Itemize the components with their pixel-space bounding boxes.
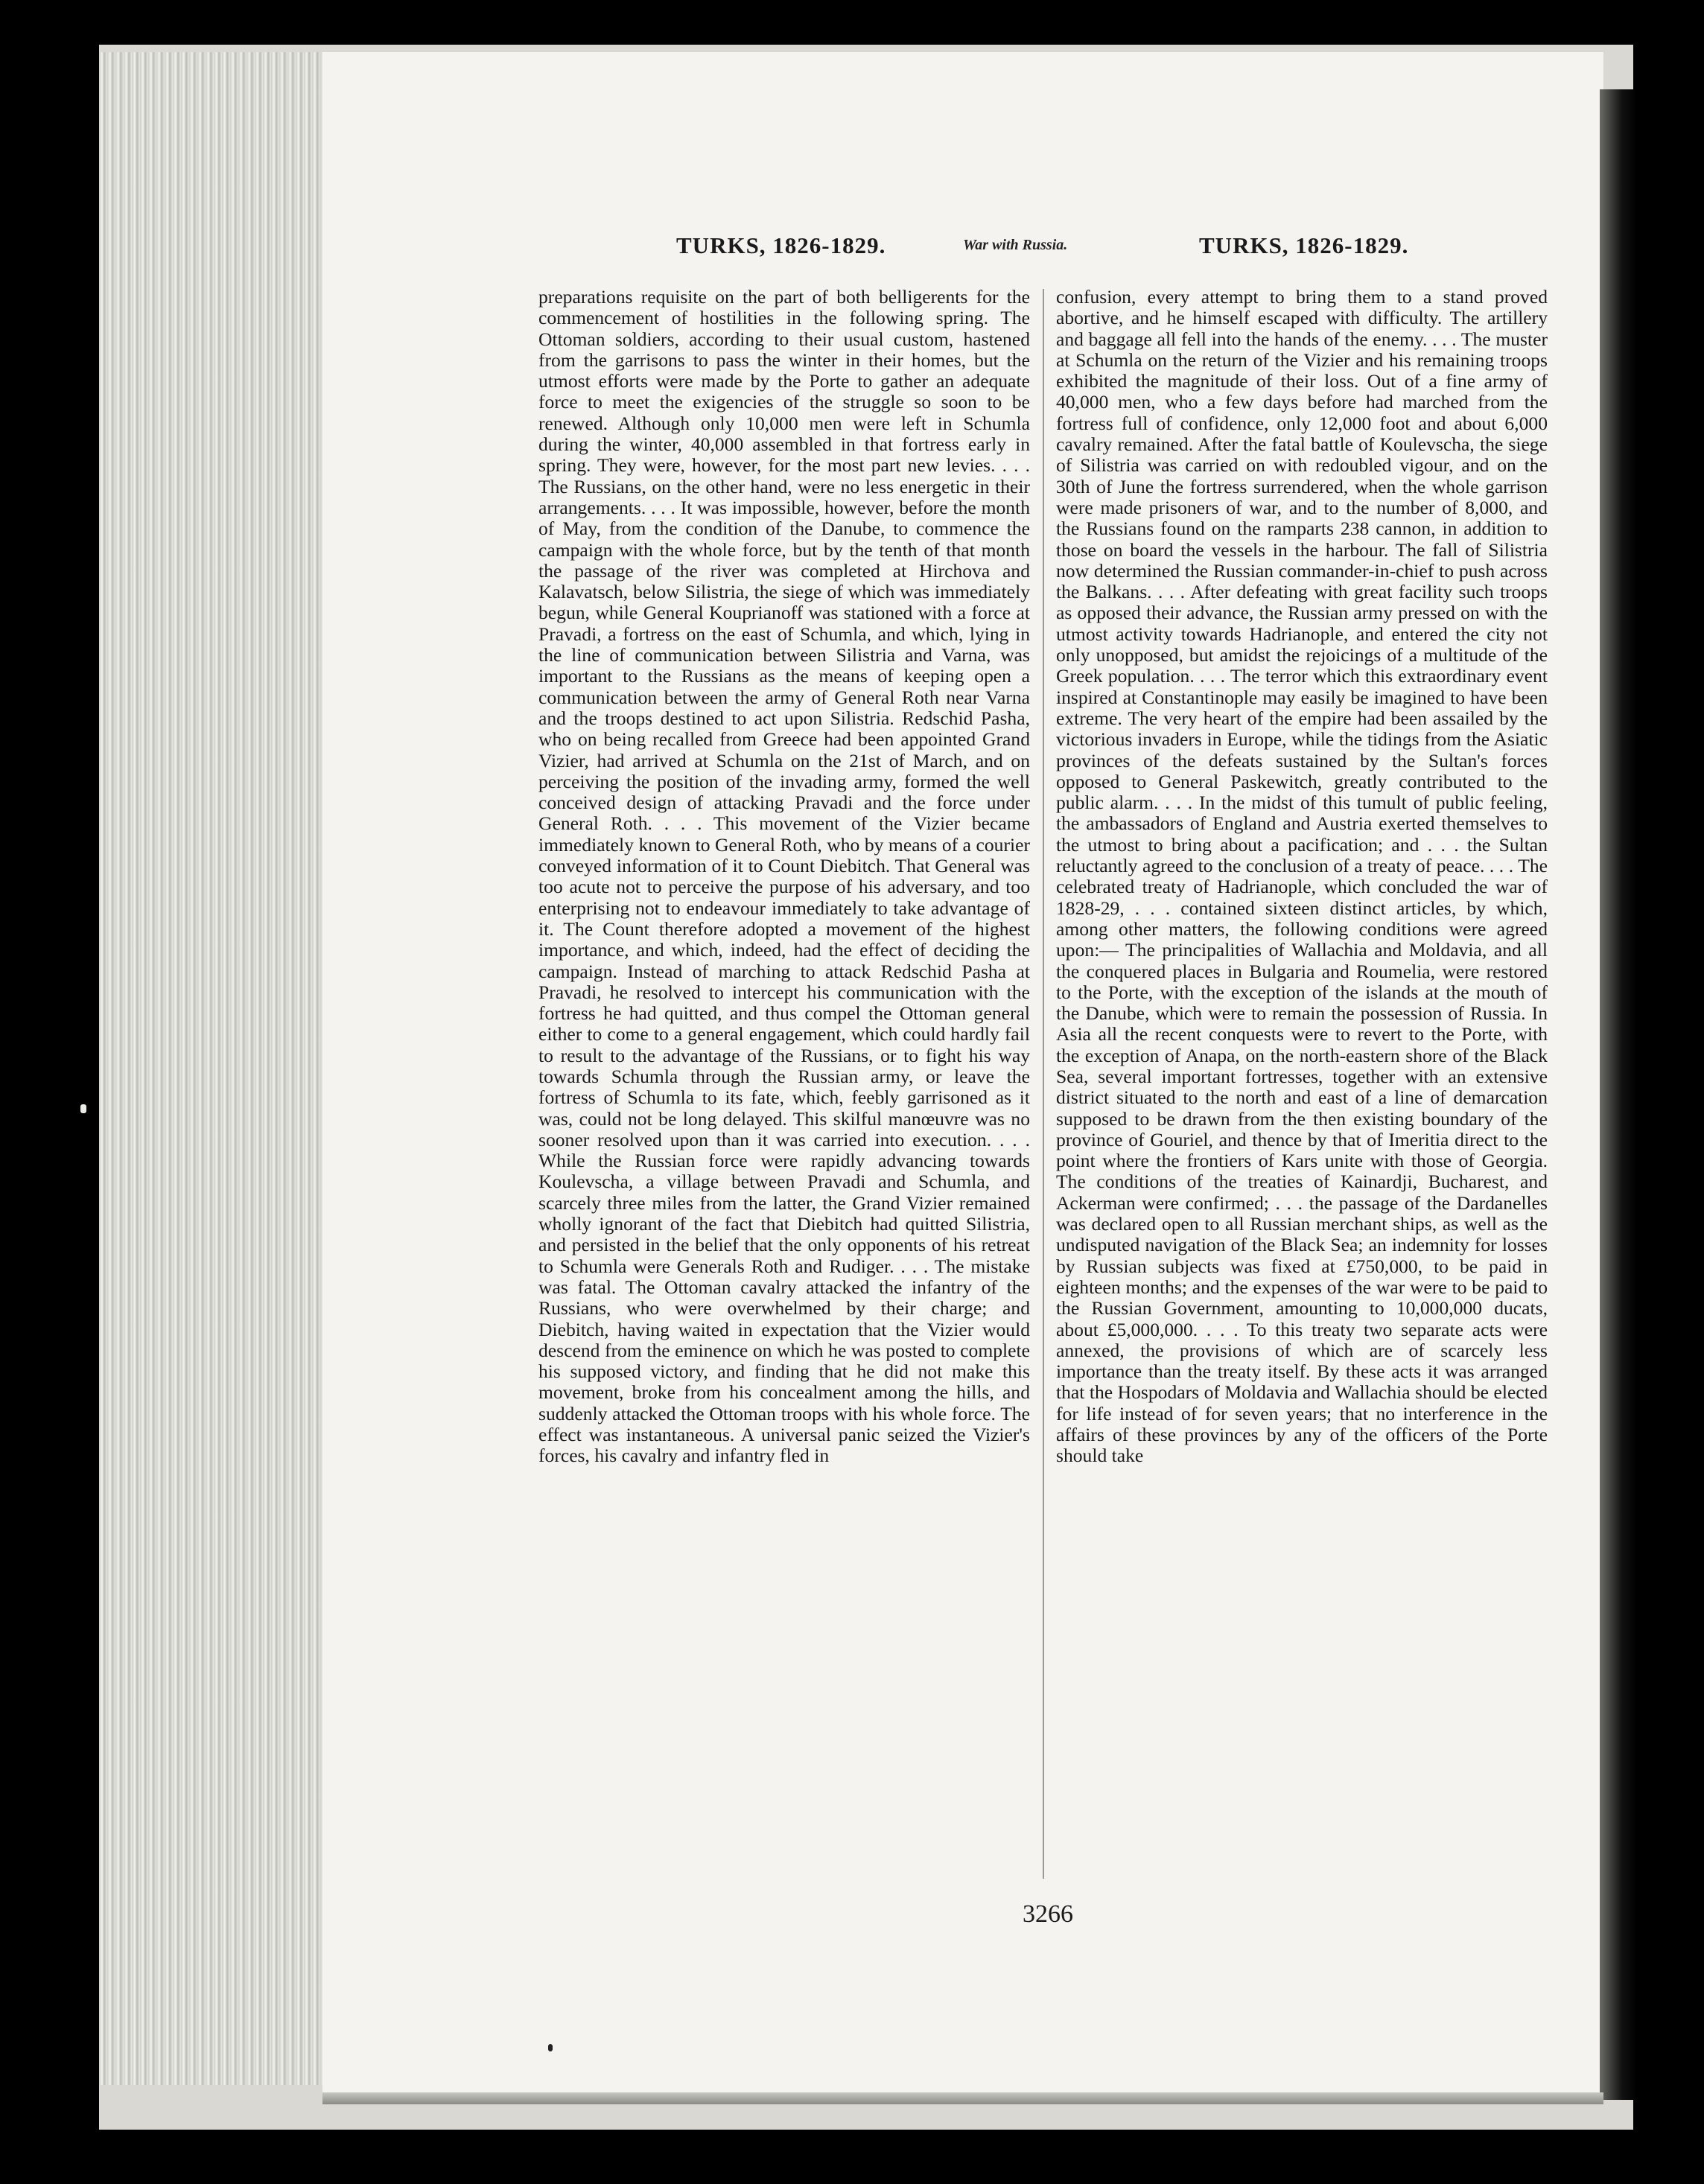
binding-shadow bbox=[1600, 89, 1637, 2100]
text-column-left: preparations requisite on the part of both belligerents for the commencement of hostilities in the following spring. The Ottoman soldiers, according to their usual custom, hastened from the garrisons to pass the winter in their homes, but the utmost efforts were made by the Porte to gather an adequate force to meet the exigencies of the struggle so soon to be renewed. Although only 10,000 men were left in Schumla during the winter, 40,000 assembled in that fortress early in spring. They were, however, for the most part new levies. . . . The Russians, on the other hand, were no less energetic in their arrangements. . . . It was impossible, however, before the month of May, from the condition of the Danube, to commence the campaign with the whole force, but by the tenth of that month the passage of the river was completed at Hirchova and Kalavatsch, below Silistria, the siege of which was immediately begun, while General Kouprianoff was stationed with a force at Pravadi, a fortress on the east of Schumla, and which, lying in the line of communication between Silistria and Varna, was important to the Russians as the means of keeping open a communication between the army of General Roth near Varna and the troops destined to act upon Silistria. Redschid Pasha, who on being recalled from Greece had been appointed Grand Vizier, had arrived at Schumla on the 21st of March, and on perceiving the position of the invading army, formed the well conceived design of attacking Pravadi and the force under General Roth. . . . This movement of the Vizier became immediately known to General Roth, who by means of a courier conveyed information of it to Count Diebitch. That General was too acute not to perceive the purpose of his adversary, and too enterprising not to endeavour immediately to take advantage of it. The Count therefore adopted a movement of the highest importance, and which, indeed, had the effect of deciding the campaign. Instead of marching to attack Redschid Pasha at Pravadi, he resolved to intercept his communication with the fortress he had quitted, and thus compel the Ottoman general either to come to a general engagement, which could hardly fail to result to the advantage of the Russians, or to fight his way towards Schumla through the Russian army, or leave the fortress of Schumla to its fate, which, feebly garrisoned as it was, could not be long delayed. This skilful manœuvre was no sooner resolved upon than it was carried into execution. . . . While the Russian force were rapidly advancing towards Koulevscha, a village between Pravadi and Schumla, and scarcely three miles from the latter, the Grand Vizier remained wholly ignorant of the fact that Diebitch had quitted Silistria, and persisted in the belief that the only opponents of his retreat to Schumla were Generals Roth and Rudiger. . . . The mistake was fatal. The Ottoman cavalry attacked the infantry of the Russians, who were overwhelmed by their charge; and Diebitch, having waited in expectation that the Vizier would descend from the eminence on which he was posted to complete his supposed victory, and finding that he did not make this movement, broke from his concealment among the hills, and suddenly attacked the Ottoman troops with his whole force. The effect was instantaneous. A universal panic seized the Vizier's forces, his cavalry and infantry fled in bbox=[538, 287, 1030, 1467]
running-header-center: War with Russia. bbox=[963, 237, 1068, 253]
scan-speck bbox=[548, 2044, 553, 2051]
running-header-right: TURKS, 1826-1829. bbox=[1199, 232, 1409, 258]
scan-speck bbox=[80, 1104, 86, 1113]
text-column-right: confusion, every attempt to bring them to a stand proved abortive, and he himself escaped with difficulty. The artillery and baggage all fell into the hands of the enemy. . . . The muster at Schumla on the return of the Vizier and his remaining troops exhibited the magnitude of their loss. Out of a fine army of 40,000 men, who a few days before had marched from the fortress full of confidence, only 12,000 foot and about 6,000 cavalry remained. After the fatal battle of Koulevscha, the siege of Silistria was carried on with redoubled vigour, and on the 30th of June the fortress surrendered, when the whole garrison were made prisoners of war, and to the number of 8,000, and the Russians found on the ramparts 238 cannon, in addition to those on board the vessels in the harbour. The fall of Silistria now determined the Russian commander-in-chief to push across the Balkans. . . . After defeating with great facility such troops as opposed their advance, the Russian army pressed on with the utmost activity towards Hadrianople, and entered the city not only unopposed, but amidst the rejoicings of a multitude of the Greek population. . . . The terror which this extraordinary event inspired at Constantinople may easily be imagined to have been extreme. The very heart of the empire had been assailed by the victorious invaders in Europe, while the tidings from the Asiatic provinces of the defeats sustained by the Sultan's forces opposed to General Paskewitch, greatly contributed to the public alarm. . . . In the midst of this tumult of public feeling, the ambassadors of England and Austria exerted themselves to the utmost to bring about a pacification; and . . . the Sultan reluctantly agreed to the conclusion of a treaty of peace. . . . The celebrated treaty of Hadrianople, which concluded the war of 1828-29, . . . contained sixteen distinct articles, by which, among other matters, the following conditions were agreed upon:— The principalities of Wallachia and Moldavia, and all the conquered places in Bulgaria and Roumelia, were restored to the Porte, with the exception of the islands at the mouth of the Danube, which were to remain the possession of Russia. In Asia all the recent conquests were to revert to the Porte, with the exception of Anapa, on the north-eastern shore of the Black Sea, several important fortresses, together with an extensive district situated to the north and east of a line of demarcation supposed to be drawn from the then existing boundary of the province of Gouriel, and thence by that of Imeritia direct to the point where the frontiers of Kars unite with those of Georgia. The conditions of the treaties of Kainardji, Bucharest, and Ackerman were confirmed; . . . the passage of the Dardanelles was declared open to all Russian merchant ships, as well as the undisputed navigation of the Black Sea; an indemnity for losses by Russian subjects was fixed at £750,000, to be paid in eighteen months; and the expenses of the war were to be paid to the Russian Government, amounting to 10,000,000 ducats, about £5,000,000. . . . To this treaty two separate acts were annexed, the provisions of which are of scarcely less importance than the treaty itself. By these acts it was arranged that the Hospodars of Moldavia and Wallachia should be elected for life instead of for seven years; that no interference in the affairs of these provinces by any of the officers of the Porte should take bbox=[1056, 287, 1548, 1467]
page-stack-edge bbox=[99, 52, 322, 2085]
page-number: 3266 bbox=[1023, 1900, 1073, 1928]
page-bottom-edge bbox=[322, 2092, 1603, 2104]
running-header-left: TURKS, 1826-1829. bbox=[676, 232, 886, 258]
column-divider bbox=[1043, 289, 1044, 1879]
